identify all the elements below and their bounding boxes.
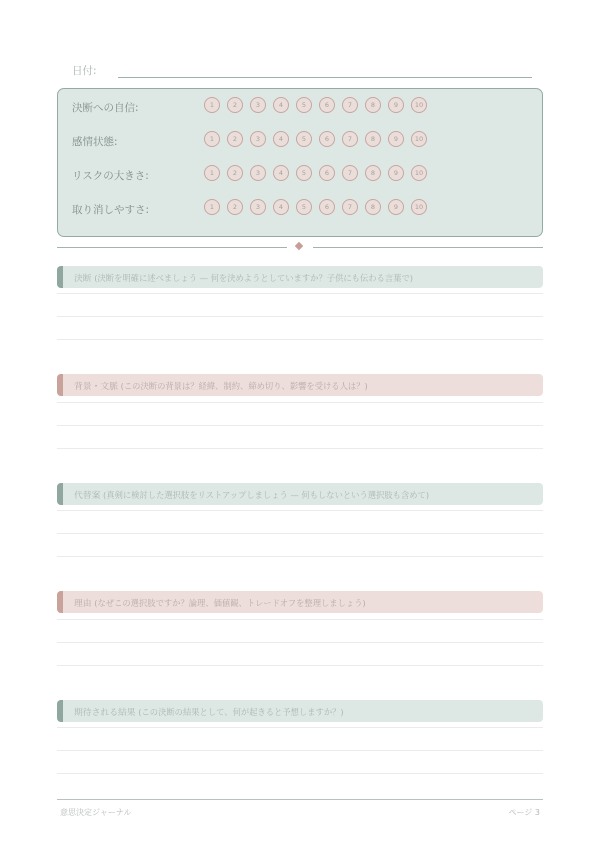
section-header bbox=[57, 374, 543, 396]
rating-option[interactable]: 5 bbox=[296, 199, 312, 215]
writing-line[interactable] bbox=[57, 727, 543, 728]
section-header bbox=[57, 700, 543, 722]
writing-line[interactable] bbox=[57, 642, 543, 643]
rating-option[interactable]: 7 bbox=[342, 165, 358, 181]
section-title: 代替案 bbox=[74, 491, 101, 501]
accent-bar bbox=[57, 591, 63, 613]
rating-option[interactable]: 5 bbox=[296, 97, 312, 113]
rating-option[interactable]: 5 bbox=[296, 131, 312, 147]
rating-option[interactable]: 7 bbox=[342, 97, 358, 113]
diamond-icon bbox=[295, 242, 303, 250]
section-hint: (この決断の結果として、何が起きると予想しますか？) bbox=[138, 707, 344, 717]
rating-option[interactable]: 1 bbox=[204, 165, 220, 181]
rating-row-emotional-state bbox=[58, 131, 542, 151]
rating-option[interactable]: 9 bbox=[388, 199, 404, 215]
date-field-row bbox=[72, 62, 532, 80]
rating-option[interactable]: 8 bbox=[365, 165, 381, 181]
rating-option[interactable]: 2 bbox=[227, 131, 243, 147]
rating-option[interactable]: 5 bbox=[296, 165, 312, 181]
rating-option[interactable]: 8 bbox=[365, 131, 381, 147]
rating-option[interactable]: 6 bbox=[319, 199, 335, 215]
rating-option[interactable]: 4 bbox=[273, 131, 289, 147]
section-hint: (真剣に検討した選択肢をリストアップしましょう — 何もしないという選択肢も含めて) bbox=[103, 490, 430, 500]
section-context bbox=[57, 374, 543, 396]
rating-option[interactable]: 6 bbox=[319, 97, 335, 113]
rating-row-confidence bbox=[58, 97, 542, 117]
rating-label: 取り消しやすさ: bbox=[72, 204, 150, 216]
rating-label: リスクの大きさ: bbox=[72, 170, 149, 182]
accent-bar bbox=[57, 700, 63, 722]
writing-line[interactable] bbox=[57, 773, 543, 774]
section-hint: (この決断の背景は？経緯、制約、締め切り、影響を受ける人は？) bbox=[120, 381, 368, 391]
rating-option[interactable]: 4 bbox=[273, 165, 289, 181]
rating-scale bbox=[204, 131, 427, 147]
section-hint: (決断を明確に述べましょう — 何を決めようとしていますか？子供にも伝わる言葉で) bbox=[94, 273, 413, 283]
rating-option[interactable]: 3 bbox=[250, 165, 266, 181]
writing-line[interactable] bbox=[57, 339, 543, 340]
accent-bar bbox=[57, 483, 63, 505]
rating-label: 決断への自信: bbox=[72, 102, 139, 114]
rating-option[interactable]: 2 bbox=[227, 97, 243, 113]
section-title: 決断 bbox=[74, 274, 92, 284]
rating-option[interactable]: 1 bbox=[204, 199, 220, 215]
rating-option[interactable]: 9 bbox=[388, 131, 404, 147]
rating-scale bbox=[204, 199, 427, 215]
rating-option[interactable]: 10 bbox=[411, 131, 427, 147]
rating-option[interactable]: 10 bbox=[411, 199, 427, 215]
divider-line bbox=[313, 247, 543, 248]
rating-option[interactable]: 3 bbox=[250, 199, 266, 215]
writing-line[interactable] bbox=[57, 619, 543, 620]
writing-line[interactable] bbox=[57, 316, 543, 317]
section-header bbox=[57, 483, 543, 505]
writing-line[interactable] bbox=[57, 293, 543, 294]
writing-line[interactable] bbox=[57, 402, 543, 403]
rating-option[interactable]: 10 bbox=[411, 165, 427, 181]
writing-line[interactable] bbox=[57, 533, 543, 534]
section-hint: (なぜこの選択肢ですか？論理、価値観、トレードオフを整理しましょう) bbox=[94, 598, 366, 608]
writing-line[interactable] bbox=[57, 425, 543, 426]
rating-row-risk bbox=[58, 165, 542, 185]
rating-option[interactable]: 2 bbox=[227, 199, 243, 215]
rating-option[interactable]: 1 bbox=[204, 131, 220, 147]
rating-card bbox=[57, 88, 543, 237]
rating-option[interactable]: 3 bbox=[250, 131, 266, 147]
ornament-divider bbox=[57, 242, 543, 252]
rating-option[interactable]: 3 bbox=[250, 97, 266, 113]
accent-bar bbox=[57, 374, 63, 396]
rating-label: 感情状態: bbox=[72, 136, 118, 148]
rating-option[interactable]: 6 bbox=[319, 165, 335, 181]
section-header bbox=[57, 591, 543, 613]
accent-bar bbox=[57, 266, 63, 288]
section-title: 背景・文脈 bbox=[74, 382, 118, 392]
divider-line bbox=[57, 247, 287, 248]
rating-option[interactable]: 8 bbox=[365, 199, 381, 215]
rating-row-reversibility bbox=[58, 199, 542, 219]
section-header bbox=[57, 266, 543, 288]
writing-line[interactable] bbox=[57, 665, 543, 666]
date-input-line[interactable] bbox=[118, 77, 532, 78]
rating-option[interactable]: 7 bbox=[342, 199, 358, 215]
section-reasoning bbox=[57, 591, 543, 613]
section-title: 期待される結果 bbox=[74, 708, 136, 718]
writing-line[interactable] bbox=[57, 510, 543, 511]
rating-scale bbox=[204, 165, 427, 181]
rating-option[interactable]: 7 bbox=[342, 131, 358, 147]
footer-journal-title: 意思決定ジャーナル bbox=[60, 808, 132, 817]
writing-line[interactable] bbox=[57, 556, 543, 557]
section-expected-outcome bbox=[57, 700, 543, 722]
date-label: 日付: bbox=[72, 65, 97, 77]
rating-option[interactable]: 8 bbox=[365, 97, 381, 113]
rating-option[interactable]: 2 bbox=[227, 165, 243, 181]
rating-option[interactable]: 4 bbox=[273, 199, 289, 215]
rating-scale bbox=[204, 97, 427, 113]
writing-line[interactable] bbox=[57, 448, 543, 449]
rating-option[interactable]: 6 bbox=[319, 131, 335, 147]
rating-option[interactable]: 10 bbox=[411, 97, 427, 113]
rating-option[interactable]: 4 bbox=[273, 97, 289, 113]
footer-page-number: ページ 3 bbox=[508, 808, 540, 817]
writing-line[interactable] bbox=[57, 750, 543, 751]
section-title: 理由 bbox=[74, 599, 92, 609]
section-decision bbox=[57, 266, 543, 288]
section-alternatives bbox=[57, 483, 543, 505]
rating-option[interactable]: 9 bbox=[388, 97, 404, 113]
footer-divider bbox=[57, 799, 543, 800]
rating-option[interactable]: 1 bbox=[204, 97, 220, 113]
rating-option[interactable]: 9 bbox=[388, 165, 404, 181]
